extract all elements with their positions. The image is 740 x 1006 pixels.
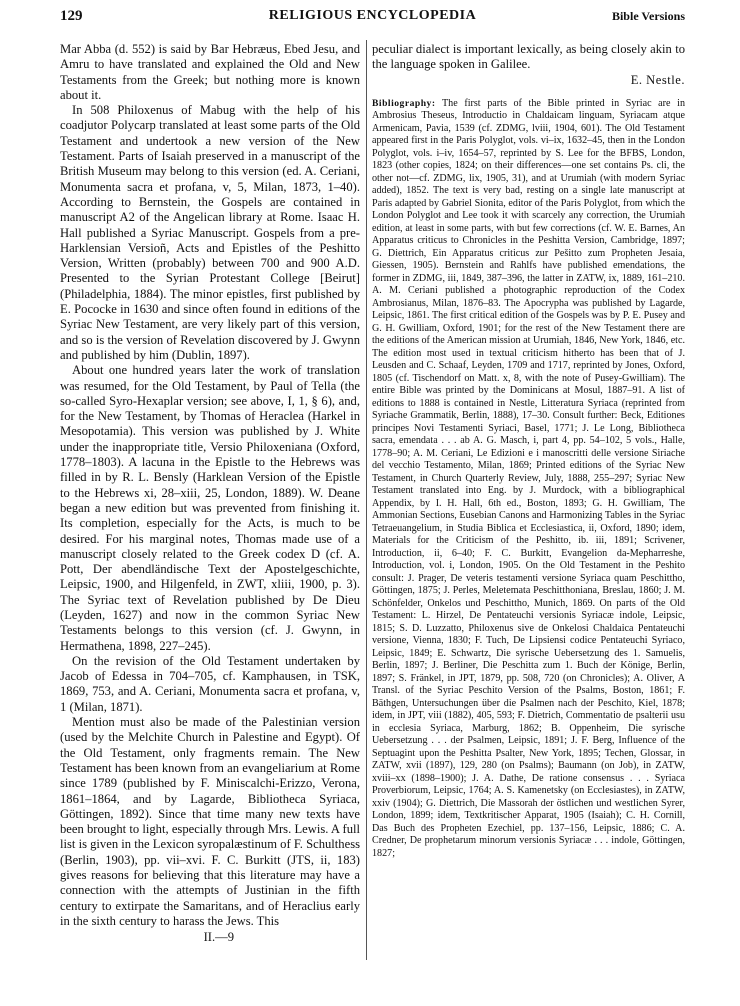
page-header <box>60 6 685 28</box>
running-title: RELIGIOUS ENCYCLOPEDIA <box>268 8 477 23</box>
paragraph: Mar Abba (d. 552) is said by Bar Hebræus, Ebed Jesu, and Amru to have translated and explained the Old and New Testaments from the Greek; but nothing more is known about it. <box>60 42 360 102</box>
right-column <box>372 42 685 860</box>
section-title: Bible Versions <box>611 9 685 23</box>
column-divider <box>366 40 367 960</box>
continuation-text: peculiar dialect is important lexically, as being closely akin to the language spoken in Galilee. <box>372 42 685 72</box>
paragraph: On the revision of the Old Testament undertaken by Jacob of Edessa in 704–705, cf. Kamphausen, in TSK, 1869, 753, and A. Ceriani, Monumenta sacra et profana, v, 1 (Milan, 1871). <box>60 653 360 714</box>
paragraph: Mention must also be made of the Palestinian version (used by the Melchite Church in Palestine and Egypt). Of the Old Testament, only fragments remain. The New Testament has been known from an evangeliarium at Rome since 1789 (published by F. Miniscalchi-Erizzo, Verona, 1861–1864, and by Lagarde, Bibliotheca Syriaca, Göttingen, 1892). Since that time many new texts have been brought to light, especially through Mrs. Lewis. A full list is given in the Lexicon syropalæstinum of F. Schulthess (Berlin, 1903), pp. vii–xvi. F. C. Burkitt (JTS, ii, 183) gives reasons for believing that this literature may have a connection with the attempts of Justinian in the fifth century to extirpate the Samaritans, and of Heraclius early in the sixth century to harass the Jews. This <box>60 715 360 928</box>
author-signature: E. Nestle. <box>630 72 685 87</box>
bibliography-text: The first parts of the Bible printed in Syriac are in Ambrosius Theseus, Introductio in Chaldaicam linguam, Syriacam atque Armenicam, Pavia, 1539 (cf. ZDMG, lviii, 1904, 601). The Old Testament appeared first in the Paris Polyglot, vols. vi–ix, 1632–45, then in the London Polyglot, vols. i–iv, 1654–57, reprinted by S. Lee for the BFBS, London, 1823 (other copies, 1824; on their differences—one set contains Ps. cli, the other not—cf. ZDMG, lix, 1905, 31), and at Urumiah (with modern Syriac added), 1852. The text is very bad, resting on a single late manuscript at Paris adapted by Gabriel Sionita, editor of the Paris Polyglot, from which the London Polyglot and Lee took it with scarcely any correction, the Urumiah edition, at least in some parts, with but few corrections (cf. W. E. Barnes, An Apparatus criticus to Chronicles in the Peshitta Version, Cambridge, 1897; G. Diettrich, Ein Apparatus criticus zur Pešitto zum Propheten Jesaia, Giessen, 1905). Bernstein and Rahlfs have published emendations, the former in ZDMG, iii, 1849, 387–396, the latter in ZATW, ix, 1889, 161–210. A. M. Ceriani published a photographic reproduction of the Codex Ambrosianus, Milan, 1876–83. The Apocrypha was published by Lagarde, Leipsic, 1861. The first critical edition of the Gospels was by P. E. Pusey and G. H. Gwilliam, Oxford, 1901; for the rest of the New Testament there are the editions of the American mission at Urumiah, 1846, New York, 1846, etc. The edition most used in textual criticism hitherto has been that of J. Leusden and C. Schaaf, Leyden, 1709 and 1717, reprinted by Jones, Oxford, 1805 (cf. Tischendorf on Matt. x, 8, with the note of Pusey-Gwilliam). The entire Bible was printed by the Dominicans at Mosul, 1887–91. A list of editions to 1888 is contained in Nestle, Litteratura Syriaca (reprinted from Syriache Grammatik, Berlin, 1888), 17–30. Consult further: Beck, Editiones principes Novi Testamenti Syriaci, Basel, 1771; J. Le Long, Bibliotheca sacra, emendata . . . ab A. G. Masch, i, part 4, pp. 54–102, 5 vols., Halle, 1778–90; A. M. Ceriani, Le Edizioni e i manoscritti delle versione Siriache del vecchio Testamento, Milan, 1869; Printed editions of the Syriac New Testament, in Church Quarterly Review, July, 1888, 255–297; Syriac New Testament translated into Eng. by J. Murdock, with a bibliographical Appendix, by I. H. Hall, 6th ed., Boston, 1893; G. H. Gwilliam, The Ammonian Sections, Eusebian Canons and Harmonizing Tables in the Syriac Tetraeuangelium, in Studia Biblica et Ecclesiastica, ii, Oxford, 1890; idem, Materials for the Criticism of the Peshitto, ib. iii, 1891; Scrivener, Introduction, ii, 6–40; F. C. Burkitt, Evangelion da-Mepharreshe, Introduction, vol. i, London, 1905. On the Old Testament in the Peshito consult: J. Prager, De veteris testamenti versione Syriaca quam Peschittho, Göttingen, 1875; J. Perles, Meletemata Peschitthoniana, Breslau, 1860; J. M. Schönfelder, Onkelos und Peschittho, Munich, 1869. On parts of the Old Testament: L. Hirzel, De Pentateuchi versionis Syriacæ indole, Leipsic, 1815; S. D. Luzzatto, Philoxenus sive de Onkelosi Chaldaica Pentateuchi versione, Vienna, 1830; F. Tuch, De Lipsiensi codice Pentateuchi Syriaco, Leipsic, 1849; E. Schwartz, Die syrische Uebersetzung des 1. Samuelis, Berlin, 1897; J. Berliner, Die Peschitta zum 1. Buch der Könige, Berlin, 1897; S. Fränkel, in JPT, 1879, pp. 508, 720 (on Chronicles); A. Oliver, A Transl. of the Syriac Peschito Version of the Psalms, Boston, 1861; F. Bäthgen, Untersuchungen über die Psalmen nach der Peschito, Kiel, 1878; idem, in JPT, viii (1882), 405, 593; F. Dietrich, Commentatio de psalterii usu in ecclesia Syriaca, Marburg, 1862; B. Oppenheim, Die syrische Uebersetzung . . . der Psalmen, Leipsic, 1891; J. F. Berg, Influence of the Septuagint upon the Peshitta Psalter, New York, 1895; Techen, Glossar, in ZATW, xvii (1897), 129, 280 (on Psalms); Baumann (on Job), in ZATW, xviii–xx (1898–1900); J. A. Dathe, De ratione consensus . . . Syriaca Proverbiorum, Leipsic, 1764; A. S. Kamenetsky (on Ecclesiastes), in ZATW, xxiv (1904); G. Diettrich, Die Massorah der östlichen und westlichen Syrer, London, 1899; idem, Textkritischer Apparat, 1905 (Isaiah); C. H. Cornill, Das Buch des Propheten Ezechiel, pp. 137–156, Leipsic, 1886; C. A. Credner, De prophetarum minorum versionis Syriacæ . . . indole, Göttingen, 1827; <box>372 97 685 859</box>
paragraph: About one hundred years later the work of translation was resumed, for the Old Testament, by Paul of Tella (the so-called Syro-Hexaplar version; see above, I, 1, § 6), and, for the New Testament, by Thomas of Heraclea (Harkel in Mesopotamia). This version was published by J. White under the inappropriate title, Versio Philoxeniana (Oxford, 1778–1803). A lacuna in the Epistle to the Hebrews was filled in by R. L. Bensly (Harklean Version of the Epistle to the Hebrews xi, 28–xiii, 25, London, 1889). W. Deane began a new edition but was prevented from finishing it. Its completion, especially for the Acts, is much to be desired. For his marginal notes, Thomas made use of a manuscript closely related to the Greek codex D (cf. A. Pott, Der abendländische Text der Apostelgeschichte, Leipsic, 1900, and Hilgenfeld, in ZWT, xliii, 1900, p. 3). The Syriac text of Revelation published by De Dieu (Leyden, 1627) and now in the common Syriac New Testaments belongs to this version (cf. J. Gwynn, in Hermathena, 1898, 227–245). <box>60 363 360 653</box>
left-column <box>60 42 360 946</box>
bibliography-heading: Bibliography: <box>372 97 436 109</box>
page-number: 129 <box>60 8 83 24</box>
paragraph: In 508 Philoxenus of Mabug with the help of his coadjutor Polycarp translated at least some parts of the Old Testament and undertook a new version of the New Testament. Parts of Isaiah preserved in a manuscript of the British Museum may belong to this version (ed. A. Ceriani, Monumenta sacra et profana, v, 5, Milan, 1873, 1–40). According to Bernstein, the Gospels are contained in manuscript A2 of the Angelican library at Rome. Isaac H. Hall published a Syriac Manuscript. Gospels from a pre-Harklensian Versioñ, Acts and Epistles of the Peshitto Version, Written (probably) between 700 and 900 A.D. Presented to the Syrian Protestant College [Beirut] (Philadelphia, 1884). The minor epistles, first published by E. Pococke in 1630 and since often found in editions of the Syriac New Testament, are very likely part of this version, and so is the version of Revelation discovered by J. Gwynn and published by him (Dublin, 1897). <box>60 103 360 362</box>
bibliography <box>372 98 685 861</box>
footer-signature: II.—9 <box>203 930 234 945</box>
